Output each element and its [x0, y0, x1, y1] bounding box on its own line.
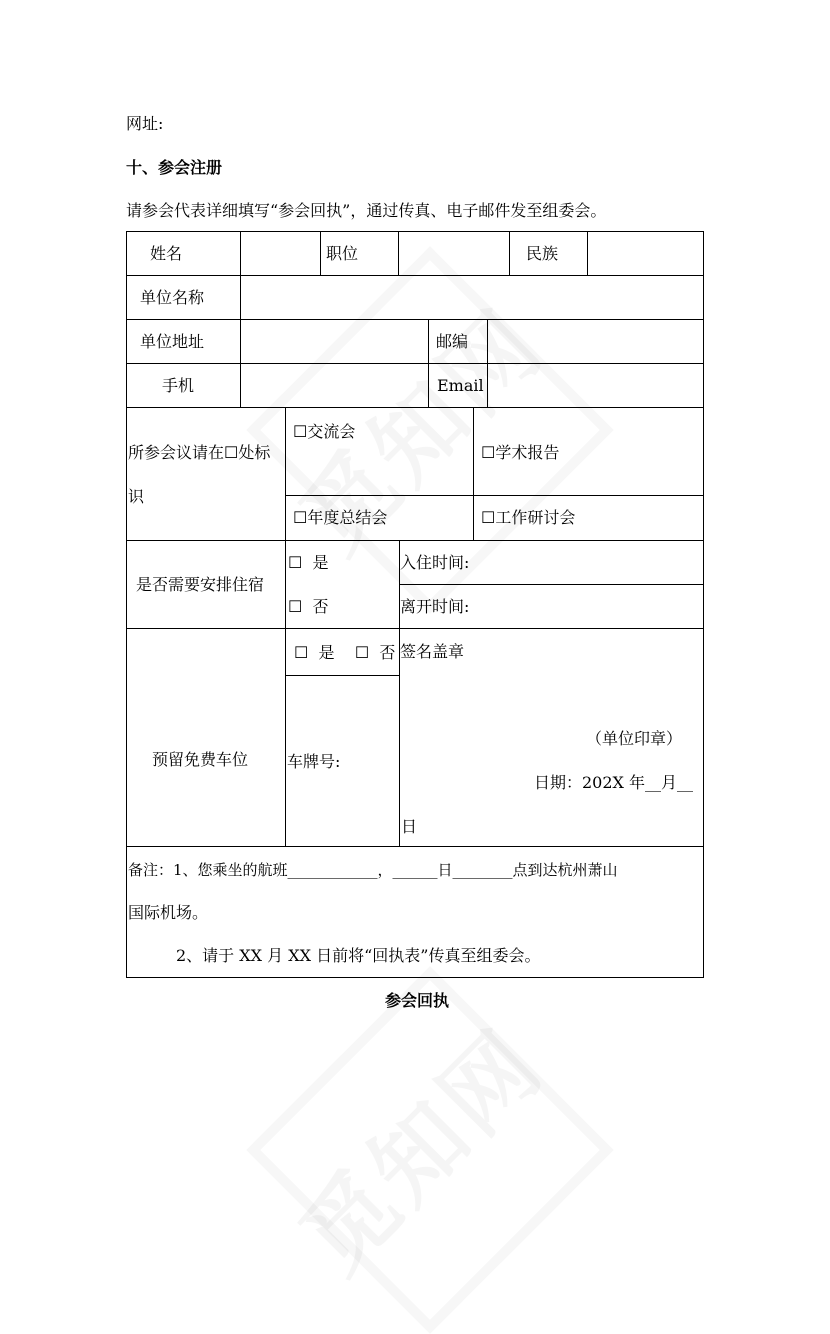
- lodging-label: 是否需要安排住宿: [136, 575, 265, 594]
- seal-label: （单位印章）: [586, 729, 683, 748]
- date-line1: 日期：202X 年__月__: [534, 773, 694, 792]
- row-divider: [285, 495, 704, 496]
- name-label: 姓名: [150, 244, 183, 263]
- meeting-label-line1: 所参会议请在☐处标: [128, 443, 271, 462]
- lodging-yes-checkbox[interactable]: ☐ 是: [288, 553, 329, 572]
- watermark-frame-bottom: [246, 966, 614, 1334]
- signature-label: 签名盖章: [400, 642, 465, 661]
- position-label: 职位: [326, 244, 359, 263]
- section-title: 十、参会注册: [126, 158, 223, 177]
- address-input-cell[interactable]: [241, 320, 428, 363]
- col-divider: [473, 407, 474, 540]
- parking-yes-no-checkbox[interactable]: ☐ 是 ☐ 否: [294, 643, 396, 662]
- ethnicity-label: 民族: [526, 244, 559, 263]
- company-label: 单位名称: [140, 288, 205, 307]
- checkin-input-cell[interactable]: [480, 541, 703, 584]
- checkout-input-cell[interactable]: [480, 585, 703, 628]
- row-divider: [126, 628, 704, 629]
- website-label: 网址:: [126, 114, 164, 133]
- email-input-cell[interactable]: [488, 364, 703, 407]
- row-divider: [126, 407, 704, 408]
- notes-line3: 2、请于 XX 月 XX 日前将“回执表”传真至组委会。: [176, 946, 541, 965]
- name-input-cell[interactable]: [241, 232, 320, 275]
- instruction-text: 请参会代表详细填写“参会回执”，通过传真、电子邮件发至组委会。: [126, 201, 607, 220]
- option-exchange-checkbox[interactable]: ☐交流会: [293, 422, 356, 441]
- parking-label: 预留免费车位: [152, 750, 249, 769]
- position-input-cell[interactable]: [399, 232, 509, 275]
- postcode-label: 邮编: [436, 332, 469, 351]
- mobile-label: 手机: [162, 376, 195, 395]
- row-divider: [126, 846, 704, 847]
- email-label: Email: [437, 376, 484, 395]
- meeting-label-line2: 识: [128, 487, 145, 506]
- mobile-input-cell[interactable]: [241, 364, 428, 407]
- lodging-no-checkbox[interactable]: ☐ 否: [288, 597, 329, 616]
- form-border-right: [703, 231, 704, 978]
- notes-line2: 国际机场。: [128, 903, 209, 922]
- checkin-label: 入住时间:: [400, 553, 470, 572]
- notes-line1: 备注：1、您乘坐的航班____________，______日________点到达杭州萧山: [128, 861, 618, 879]
- plate-input-cell[interactable]: [286, 676, 399, 846]
- option-workshop-checkbox[interactable]: ☐工作研讨会: [481, 508, 576, 527]
- postcode-input-cell[interactable]: [488, 320, 703, 363]
- col-divider: [509, 231, 510, 275]
- col-divider: [399, 540, 400, 846]
- option-academic-checkbox[interactable]: ☐学术报告: [481, 443, 560, 462]
- address-label: 单位地址: [140, 332, 205, 351]
- form-border-left: [126, 231, 127, 978]
- form-caption: 参会回执: [385, 991, 450, 1010]
- company-input-cell[interactable]: [241, 276, 703, 319]
- date-line2: 日: [401, 817, 418, 836]
- ethnicity-input-cell[interactable]: [588, 232, 703, 275]
- option-annual-checkbox[interactable]: ☐年度总结会: [293, 508, 388, 527]
- col-divider: [428, 319, 429, 408]
- col-divider: [320, 231, 321, 275]
- form-border-bottom: [126, 977, 704, 978]
- checkout-label: 离开时间:: [400, 597, 470, 616]
- plate-label: 车牌号:: [287, 752, 341, 771]
